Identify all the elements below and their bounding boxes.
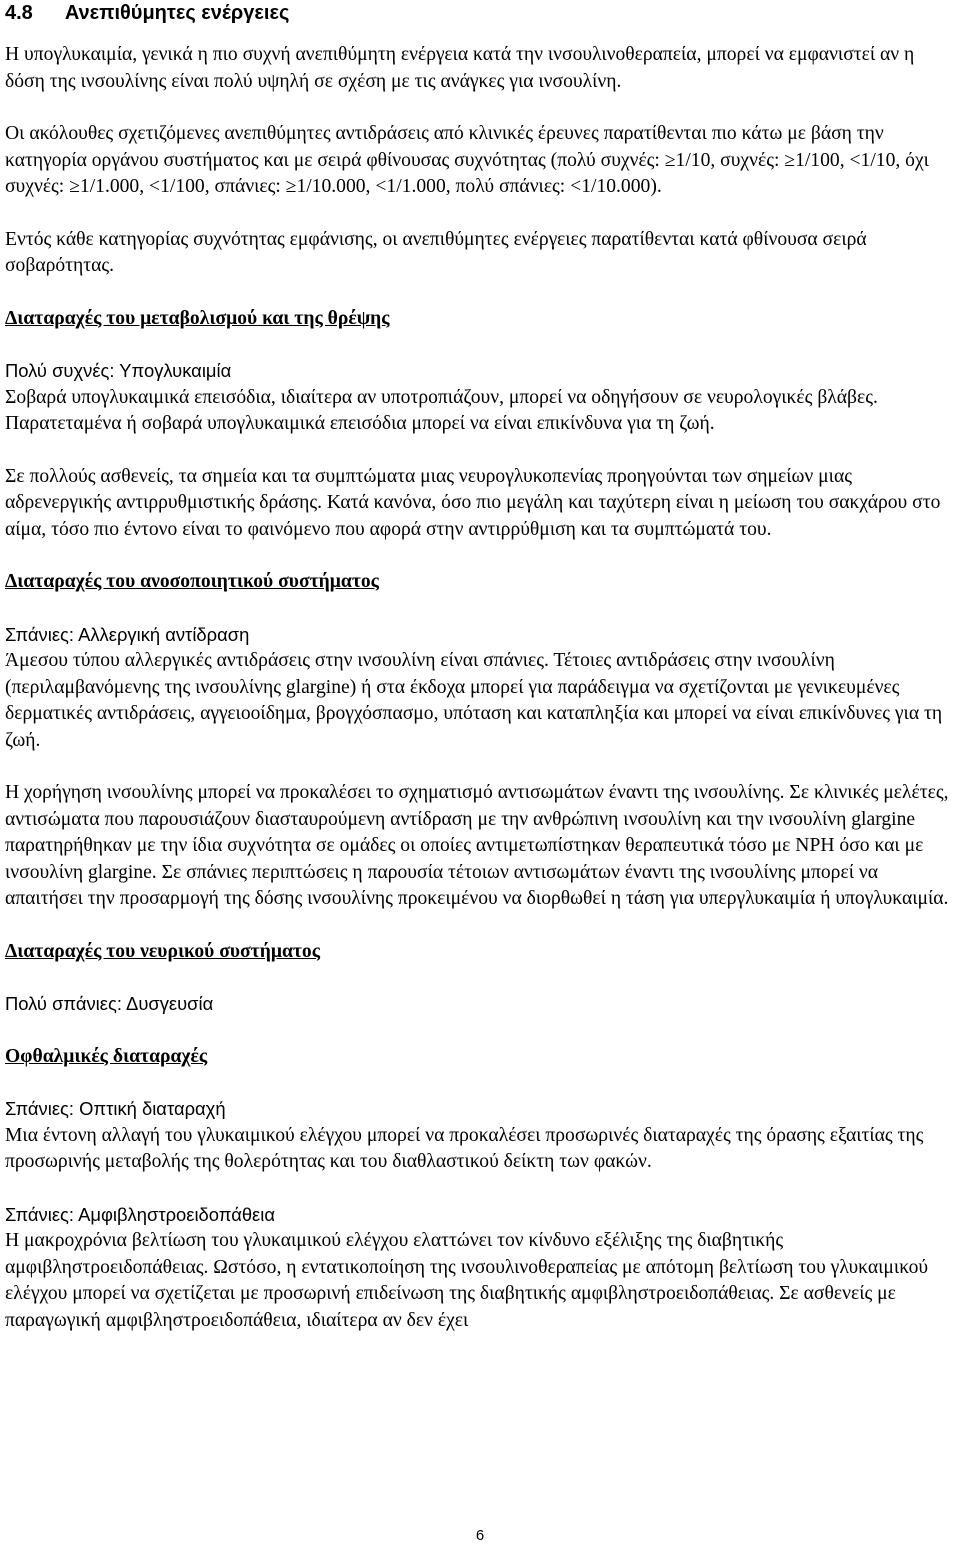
document-page	[5, 0, 953, 1334]
eye-frequency-1: Σπάνιες: Οπτική διαταραχή	[5, 1098, 226, 1119]
eye-frequency-2: Σπάνιες: Αμφιβληστροειδοπάθεια	[5, 1203, 275, 1225]
section-heading	[5, 0, 953, 26]
frequency-definition-paragraph: Οι ακόλουθες σχετιζόμενες ανεπιθύμητες αντιδράσεις από κλινικές έρευνες παρατίθενται πιο κάτω με βάση την κατηγορία οργάνου συστήματος και με σειρά φθίνουσας συχνότητας (πολύ συχνές: ≥1/10, συχνές: ≥1/100, <1/10, όχι συχνές: ≥1/1.000, <1/100, σπάνιες: ≥1/10.000, <1/1.000, πολύ σπάνιες: <1/10.000).	[5, 123, 929, 197]
immune-frequency: Σπάνιες: Αλλεργική αντίδραση	[5, 623, 250, 645]
eye-heading: Οφθαλμικές διαταραχές	[5, 1045, 208, 1067]
section-title: Ανεπιθύμητες ενέργειες	[64, 2, 290, 24]
eye-text-2: Η μακροχρόνια βελτίωση του γλυκαιμικού ελέγχου ελαττώνει τον κίνδυνο εξέλιξης της διαβητικής αμφιβληστροειδοπάθειας. Ωστόσο, η εντατικοποίηση της ινσουλινοθεραπείας με απότομη βελτίωση του γλυκαιμικού ελέγχου μπορεί να σχετίζεται με προσωρινή επιδείνωση της διαβητικής αμφιβληστροειδοπάθειας. Σε ασθενείς με παραγωγική αμφιβληστροειδοπάθεια, ιδιαίτερα αν δεν έχει	[5, 1230, 929, 1331]
eye-text-1: Μια έντονη αλλαγή του γλυκαιμικού ελέγχου μπορεί να προκαλέσει προσωρινές διαταραχές της όρασης εξαιτίας της προσωρινής μεταβολής της θολερότητας και του διαθλαστικού δείκτη των φακών.	[5, 1124, 924, 1172]
severity-order-paragraph: Εντός κάθε κατηγορίας συχνότητας εμφάνισης, οι ανεπιθύμητες ενέργειες παρατίθενται κατά φθίνουσα σειρά σοβαρότητας.	[5, 228, 867, 276]
metabolism-heading: Διαταραχές του μεταβολισμού και της θρέψης	[5, 307, 390, 329]
metabolism-text-1: Σοβαρά υπογλυκαιμικά επεισόδια, ιδιαίτερα αν υποτροπιάζουν, μπορεί να οδηγήσουν σε νευρολογικές βλάβες. Παρατεταμένα ή σοβαρά υπογλυκαιμικά επεισόδια μπορεί να είναι επικίνδυνα για τη ζωή.	[5, 386, 878, 434]
page-number: 6	[475, 1527, 485, 1544]
nervous-frequency: Πολύ σπάνιες: Δυσγευσία	[5, 993, 214, 1014]
immune-text-2: Η χορήγηση ινσουλίνης μπορεί να προκαλέσει το σχηματισμό αντισωμάτων έναντι της ινσουλίνης. Σε κλινικές μελέτες, αντισώματα που παρουσιάζουν διασταυρούμενη αντίδραση με την ανθρώπινη ινσουλίνη και την ινσουλίνη glargine παρατηρήθηκαν με την ίδια συχνότητα σε ομάδες οι οποίες αντιμετωπίστηκαν θεραπευτικά τόσο με NPH όσο και με ινσουλίνη glargine. Σε σπάνιες περιπτώσεις η παρουσία τέτοιων αντισωμάτων έναντι της ινσουλίνης μπορεί να απαιτήσει την προσαρμογή της δόσης ινσουλίνης προκειμένου να διορθωθεί η τάση για υπεργλυκαιμία ή υπογλυκαιμία.	[5, 782, 949, 909]
immune-heading: Διαταραχές του ανοσοποιητικού συστήματος	[5, 571, 379, 592]
metabolism-text-2: Σε πολλούς ασθενείς, τα σημεία και τα συμπτώματα μιας νευρογλυκοπενίας προηγούνται των σημείων μιας αδρενεργικής αντιρρυθμιστικής δράσης. Κατά κανόνα, όσο πιο μεγάλη και ταχύτερη είναι η μείωση του σακχάρου στο αίμα, τόσο πιο έντονο είναι το φαινόμενο που αφορά στην αντιρρύθμιση και τα συμπτώματά του.	[5, 465, 941, 540]
nervous-heading: Διαταραχές του νευρικού συστήματος	[5, 940, 320, 962]
immune-text-1: Άμεσου τύπου αλλεργικές αντιδράσεις στην ινσουλίνη είναι σπάνιες. Τέτοιες αντιδράσεις στην ινσουλίνη (περιλαμβανόμενης της ινσουλίνης glargine) ή στα έκδοχα μπορεί για παράδειγμα να σχετίζονται με γενικευμένες δερματικές αντιδράσεις, αγγειοοίδημα, βρογχόσπασμο, υπόταση και καταπληξία και μπορεί να είναι επικίνδυνες για τη ζωή.	[5, 650, 943, 751]
intro-paragraph: Η υπογλυκαιμία, γενικά η πιο συχνή ανεπιθύμητη ενέργεια κατά την ινσουλινοθεραπεία, μπορεί να εμφανιστεί αν η δόση της ινσουλίνης είναι πολύ υψηλή σε σχέση με τις ανάγκες για ινσουλίνη.	[5, 44, 915, 92]
section-number: 4.8	[5, 2, 33, 24]
metabolism-frequency: Πολύ συχνές: Υπογλυκαιμία	[5, 360, 232, 381]
